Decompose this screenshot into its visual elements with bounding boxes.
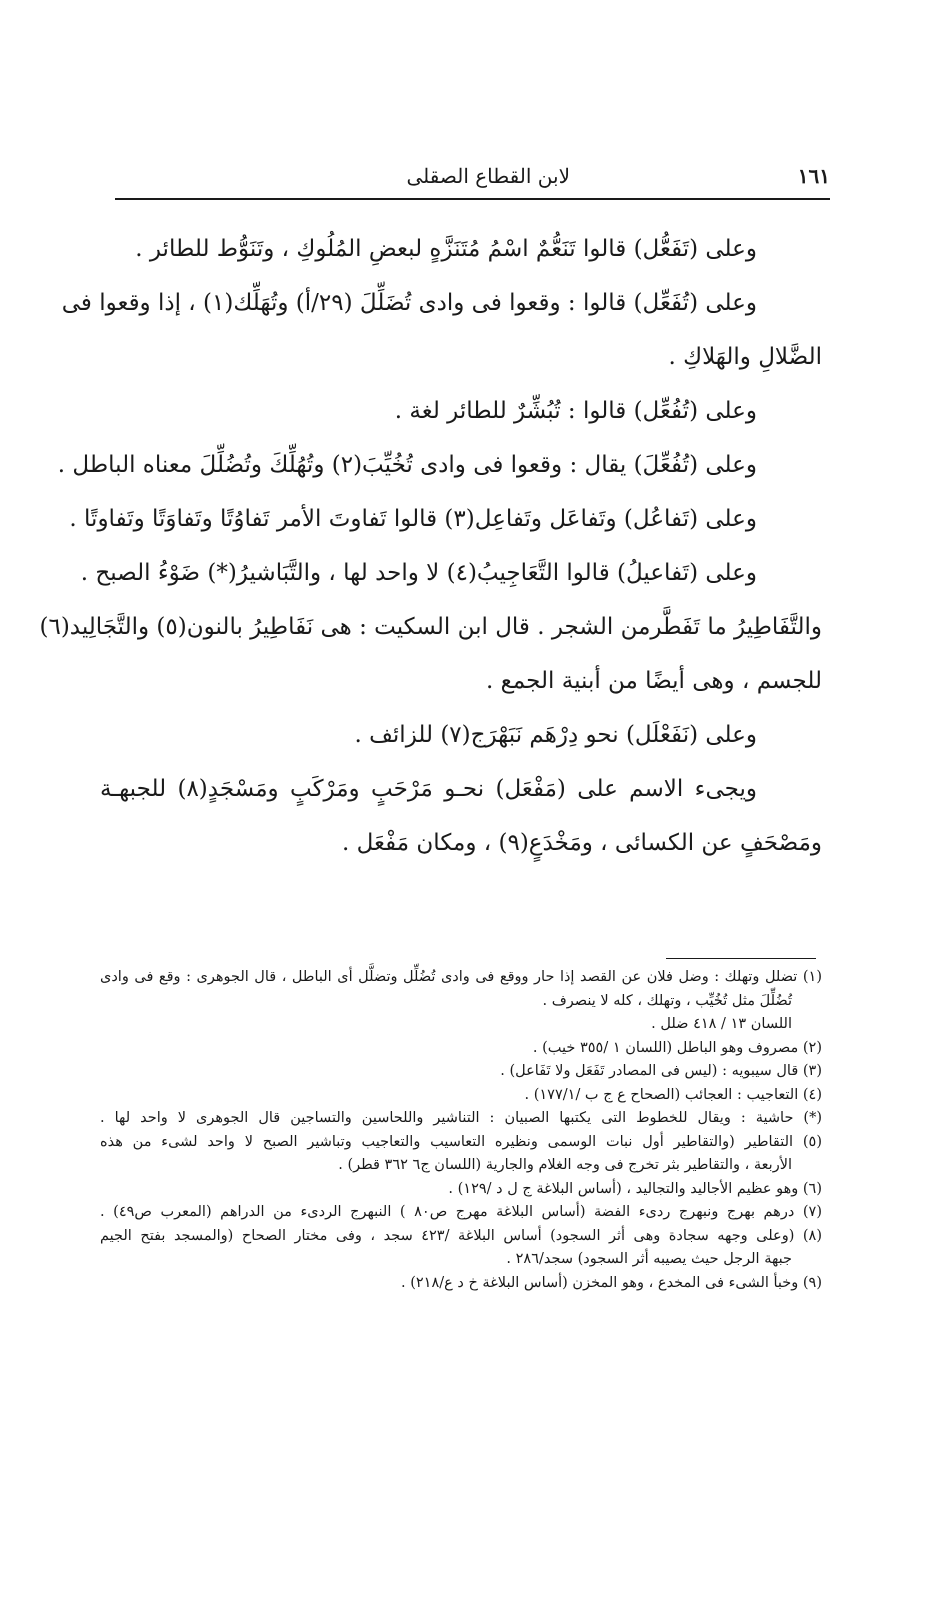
main-text (39, 222, 822, 870)
footnote-line: جبهة الرجل حيث يصيبه أثر السجود) سجد/٢٨٦ . (506, 1251, 792, 1267)
footnote-separator (666, 958, 816, 959)
text-line: وعلى (تَفاعُل) وتَفاعَل وتَفاعِل(٣) قالوا تَفاوتَ الأمر تَفاوُتًا وتَفاوَتًا وتَفاوتًا . (69, 506, 757, 532)
footnote-line: (٤) التعاجيب : العجائب (الصحاح ع ج ب /١٧٧/١) . (524, 1086, 822, 1103)
footnote-line: (*) حاشية : ويقال للخطوط التى يكتبها الصبيان : التناشير واللحاسين والتساجين قال الجوهرى لا واحد لها . (100, 1110, 822, 1126)
footnote-line: الأربعة ، والتقاطير بثر تخرج فى وجه الغلام والجارية (اللسان ج٦ ٣٦٢ قطر) . (338, 1157, 792, 1173)
text-line: للجسم ، وهى أيضًا من أبنية الجمع . (486, 668, 822, 694)
footnote-line: (٧) درهم بهرج ونبهرج ردىء الفضة (أساس البلاغة مهرج ص٨٠ ) النبهرج الردىء من الدراهم (المعرب ص٤٩) . (100, 1204, 822, 1220)
footnote-line: (٦) وهو عظيم الأجاليد والتجاليد ، (أساس البلاغة ج ل د /١٢٩) . (448, 1180, 822, 1197)
text-line: وعلى (تُفُعِّل) قالوا : تُبُشِّرٌ للطائر لغة . (394, 398, 757, 424)
footnotes (100, 966, 822, 1295)
page-number: ١٦١ (797, 164, 830, 188)
header-rule (115, 198, 830, 200)
text-line: وعلى (تُفَعِّل) قالوا : وقعوا فى وادى تُضَلِّلَ (٢٩/أ) وتُهَلِّك(١) ، إذا وقعوا فى (61, 290, 757, 316)
text-line: وعلى (نَفَعْلَل) نحو دِرْهَم نَبَهْرَج(٧) للزائف . (354, 722, 757, 748)
footnote-line: (٩) وخبأ الشىء فى المخدع ، وهو المخزن (أساس البلاغة خ د ع/٢١٨) . (400, 1274, 822, 1291)
text-line: ومَصْحَفٍ عن الكسائى ، ومَخْدَعٍ(٩) ، ومكان مَفْعَل . (342, 830, 822, 856)
footnote-line: (١) تضلل وتهلك : وضل فلان عن القصد إذا حار ووقع فى وادى تُضُلِّل وتضلَّل أى الباطل ، قال الجوهرى : وقع فى وادى (100, 969, 822, 985)
footnote-line: (٥) التقاطير (والتقاطير أول نبات الوسمى ونظيره التعاسيب والتعاجيب وتباشير الصبح لا واحد لشىء من هذه (100, 1133, 822, 1150)
running-title: لابن القطاع الصقلى (406, 164, 570, 188)
footnote-line: (٣) قال سيبويه : (ليس فى المصادر تَفَعَل ولا تَفَاعل) . (500, 1063, 822, 1079)
footnote-line: (٢) مصروف وهو الباطل (اللسان ١ /٣٥٥ خيب) . (532, 1039, 822, 1056)
text-line: وعلى (تُفُعِّلَ) يقال : وقعوا فى وادى تُخُيِّبَ(٢) وتُهُلِّكَ وتُضُلِّلَ معناه الباطل . (57, 452, 757, 478)
text-line: والتَّفَاطِيرُ ما تَفَطَّرمن الشجر . قال ابن السكيت : هى نَفَاطِيرُ بالنون(٥) والتَّجَالِيد(٦) (39, 614, 822, 640)
text-line: ويجىء الاسم على (مَفْعَل) نحـو مَرْحَبٍ ومَرْكَبٍ ومَسْجَدٍ(٨) للجبهـة (100, 776, 757, 802)
running-header (115, 160, 830, 200)
footnote-line: اللسان ١٣ / ٤١٨ ضلل . (651, 1016, 792, 1032)
text-line: وعلى (تَفاعيلُ) قالوا التَّعَاجِيبُ(٤) لا واحد لها ، والتَّبَاشيرُ(*) ضَوْءُ الصبح . (80, 560, 757, 586)
text-line: وعلى (تَفَعُّل) قالوا تَنَعُّمٌ اسْمُ مُتَنَزَّهٍ لبعضِ المُلُوكِ ، وتَنَوُّط للطائر . (135, 236, 757, 262)
text-line: الضَّلالِ والهَلاكِ . (668, 344, 822, 370)
footnote-line: تُضُلِّلَ مثل تُخُيِّب ، وتهلك ، كله لا ينصرف . (542, 992, 792, 1009)
footnote-line: (٨) (وعلى وجهه سجادة وهى أثر السجود) أساس البلاغة /٤٢٣ سجد ، وفى مختار الصحاح (والمسجد بفتح الجيم (100, 1227, 822, 1244)
